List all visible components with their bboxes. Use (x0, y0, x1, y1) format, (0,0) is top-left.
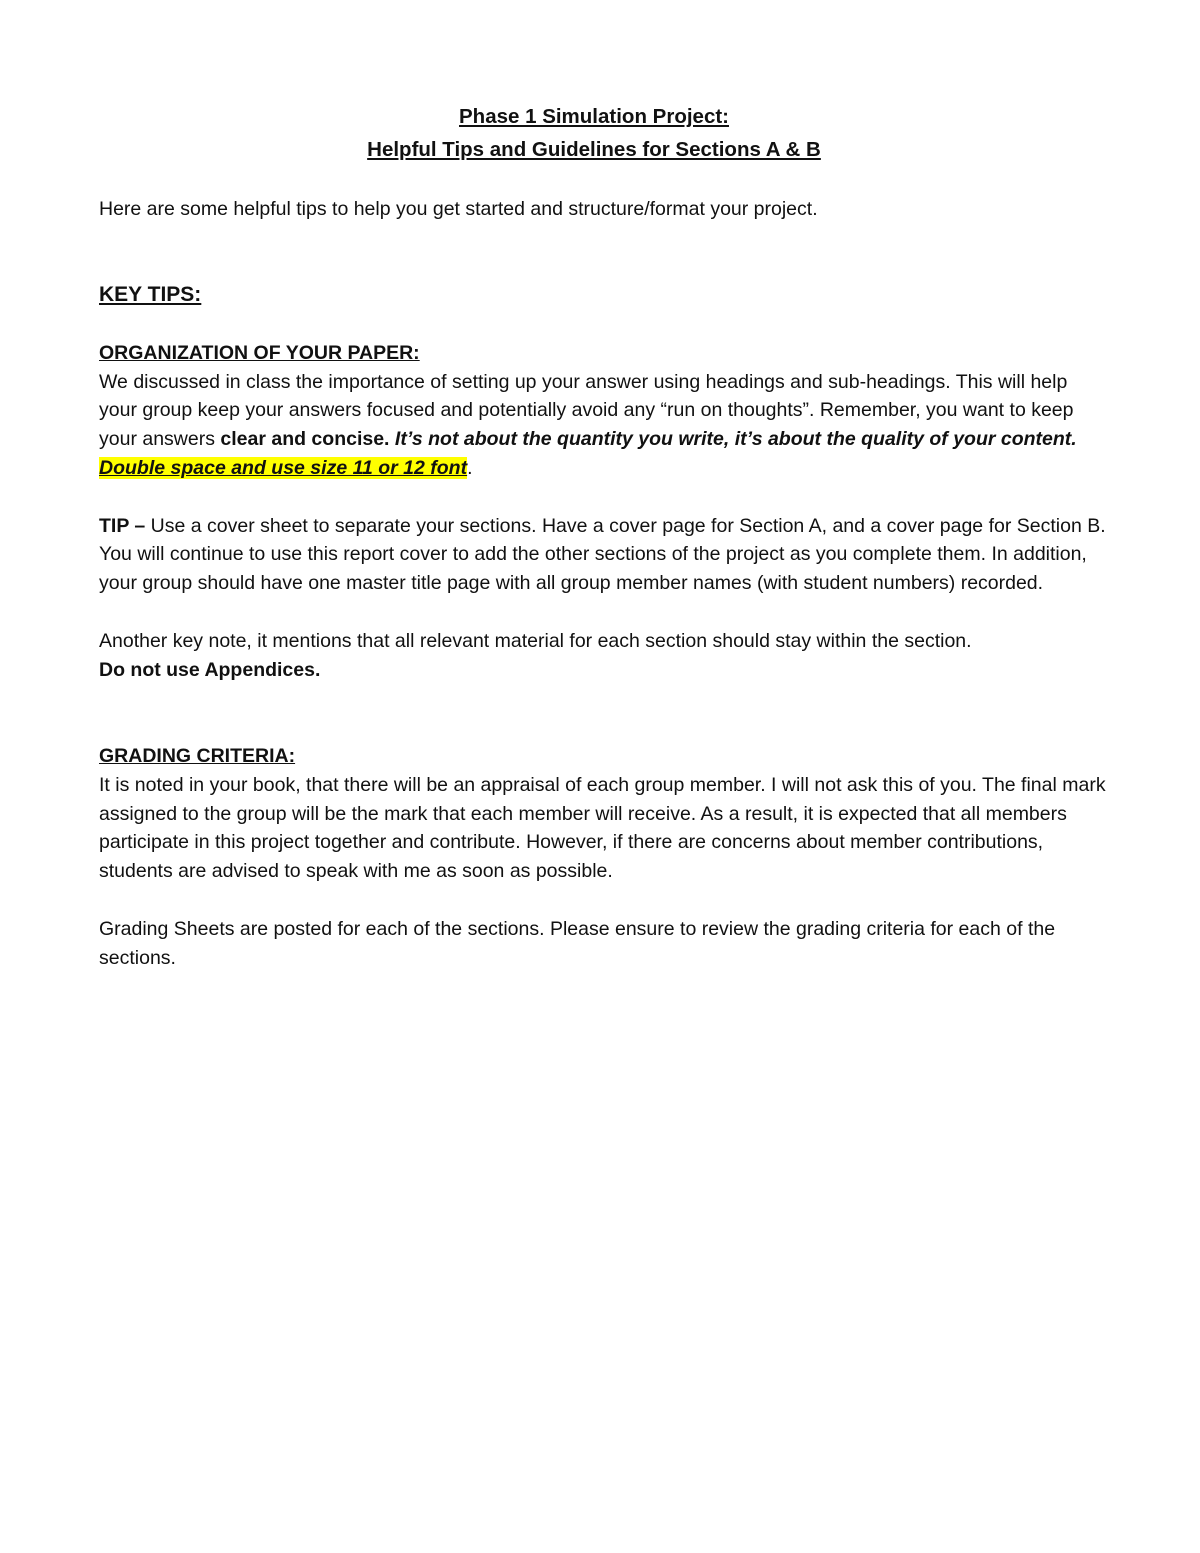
quality-emphasis-text: It’s not about the quantity you write, it’s about the quality of your content. (394, 428, 1077, 451)
intro-paragraph: Here are some helpful tips to help you get started and structure/format your project. (99, 197, 818, 220)
key-tips-heading: KEY TIPS: (99, 283, 202, 307)
no-appendices-note: Do not use Appendices. (99, 658, 321, 681)
grading-paragraph-1: It is noted in your book, that there will be an appraisal of each group member. I will not ask this of you. The final mark assigned to the group will be the mark that each member will receive. As a result, it is expected that all members participate in this project together and contribute. However, if there are concerns about member contributions, students are advised to speak with me as soon as possible. (99, 773, 1106, 883)
title-line-2: Helpful Tips and Guidelines for Sections A & B (367, 138, 821, 161)
tip-text: Use a cover sheet to separate your sections. Have a cover page for Section A, and a cover page for Section B. You will continue to use this report cover to add the other sections of the project as you complete them. In addition, your group should have one master title page with all group member names (with student numbers) recorded. (99, 514, 1106, 595)
font-size-highlight: Double space and use size 11 or 12 font (99, 456, 468, 479)
key-note-paragraph: Another key note, it mentions that all relevant material for each section should stay within the section. (99, 629, 972, 652)
organization-heading: ORGANIZATION OF YOUR PAPER: (99, 341, 420, 364)
organization-text-1: We discussed in class the importance of setting up your answer using headings and sub-headings. This will help your group keep your answers focused and potentially avoid any “run on thoughts”. Remember, you want to keep your answers (99, 370, 1074, 451)
grading-paragraph-2: Grading Sheets are posted for each of the sections. Please ensure to review the grading criteria for each of the sections. (99, 917, 1056, 969)
tip-label: TIP – (99, 514, 146, 537)
tip-paragraph (99, 512, 1109, 598)
organization-paragraph: We discussed in class the importance of setting up your answer using headings and sub-headings. This will help your group keep your answers focused and potentially avoid any “run on thoughts”. Remember, you want to keep your answers clear and concise. It’s not about the quantity you write, it’s about the quality of your content. Double space and use size 11 or 12 font. (99, 370, 1077, 479)
document-title (79, 100, 1109, 166)
clear-concise-text: clear and concise. (220, 428, 390, 451)
grading-heading: GRADING CRITERIA: (99, 744, 296, 767)
title-line-1: Phase 1 Simulation Project: (459, 105, 729, 128)
document-page (99, 100, 1109, 972)
